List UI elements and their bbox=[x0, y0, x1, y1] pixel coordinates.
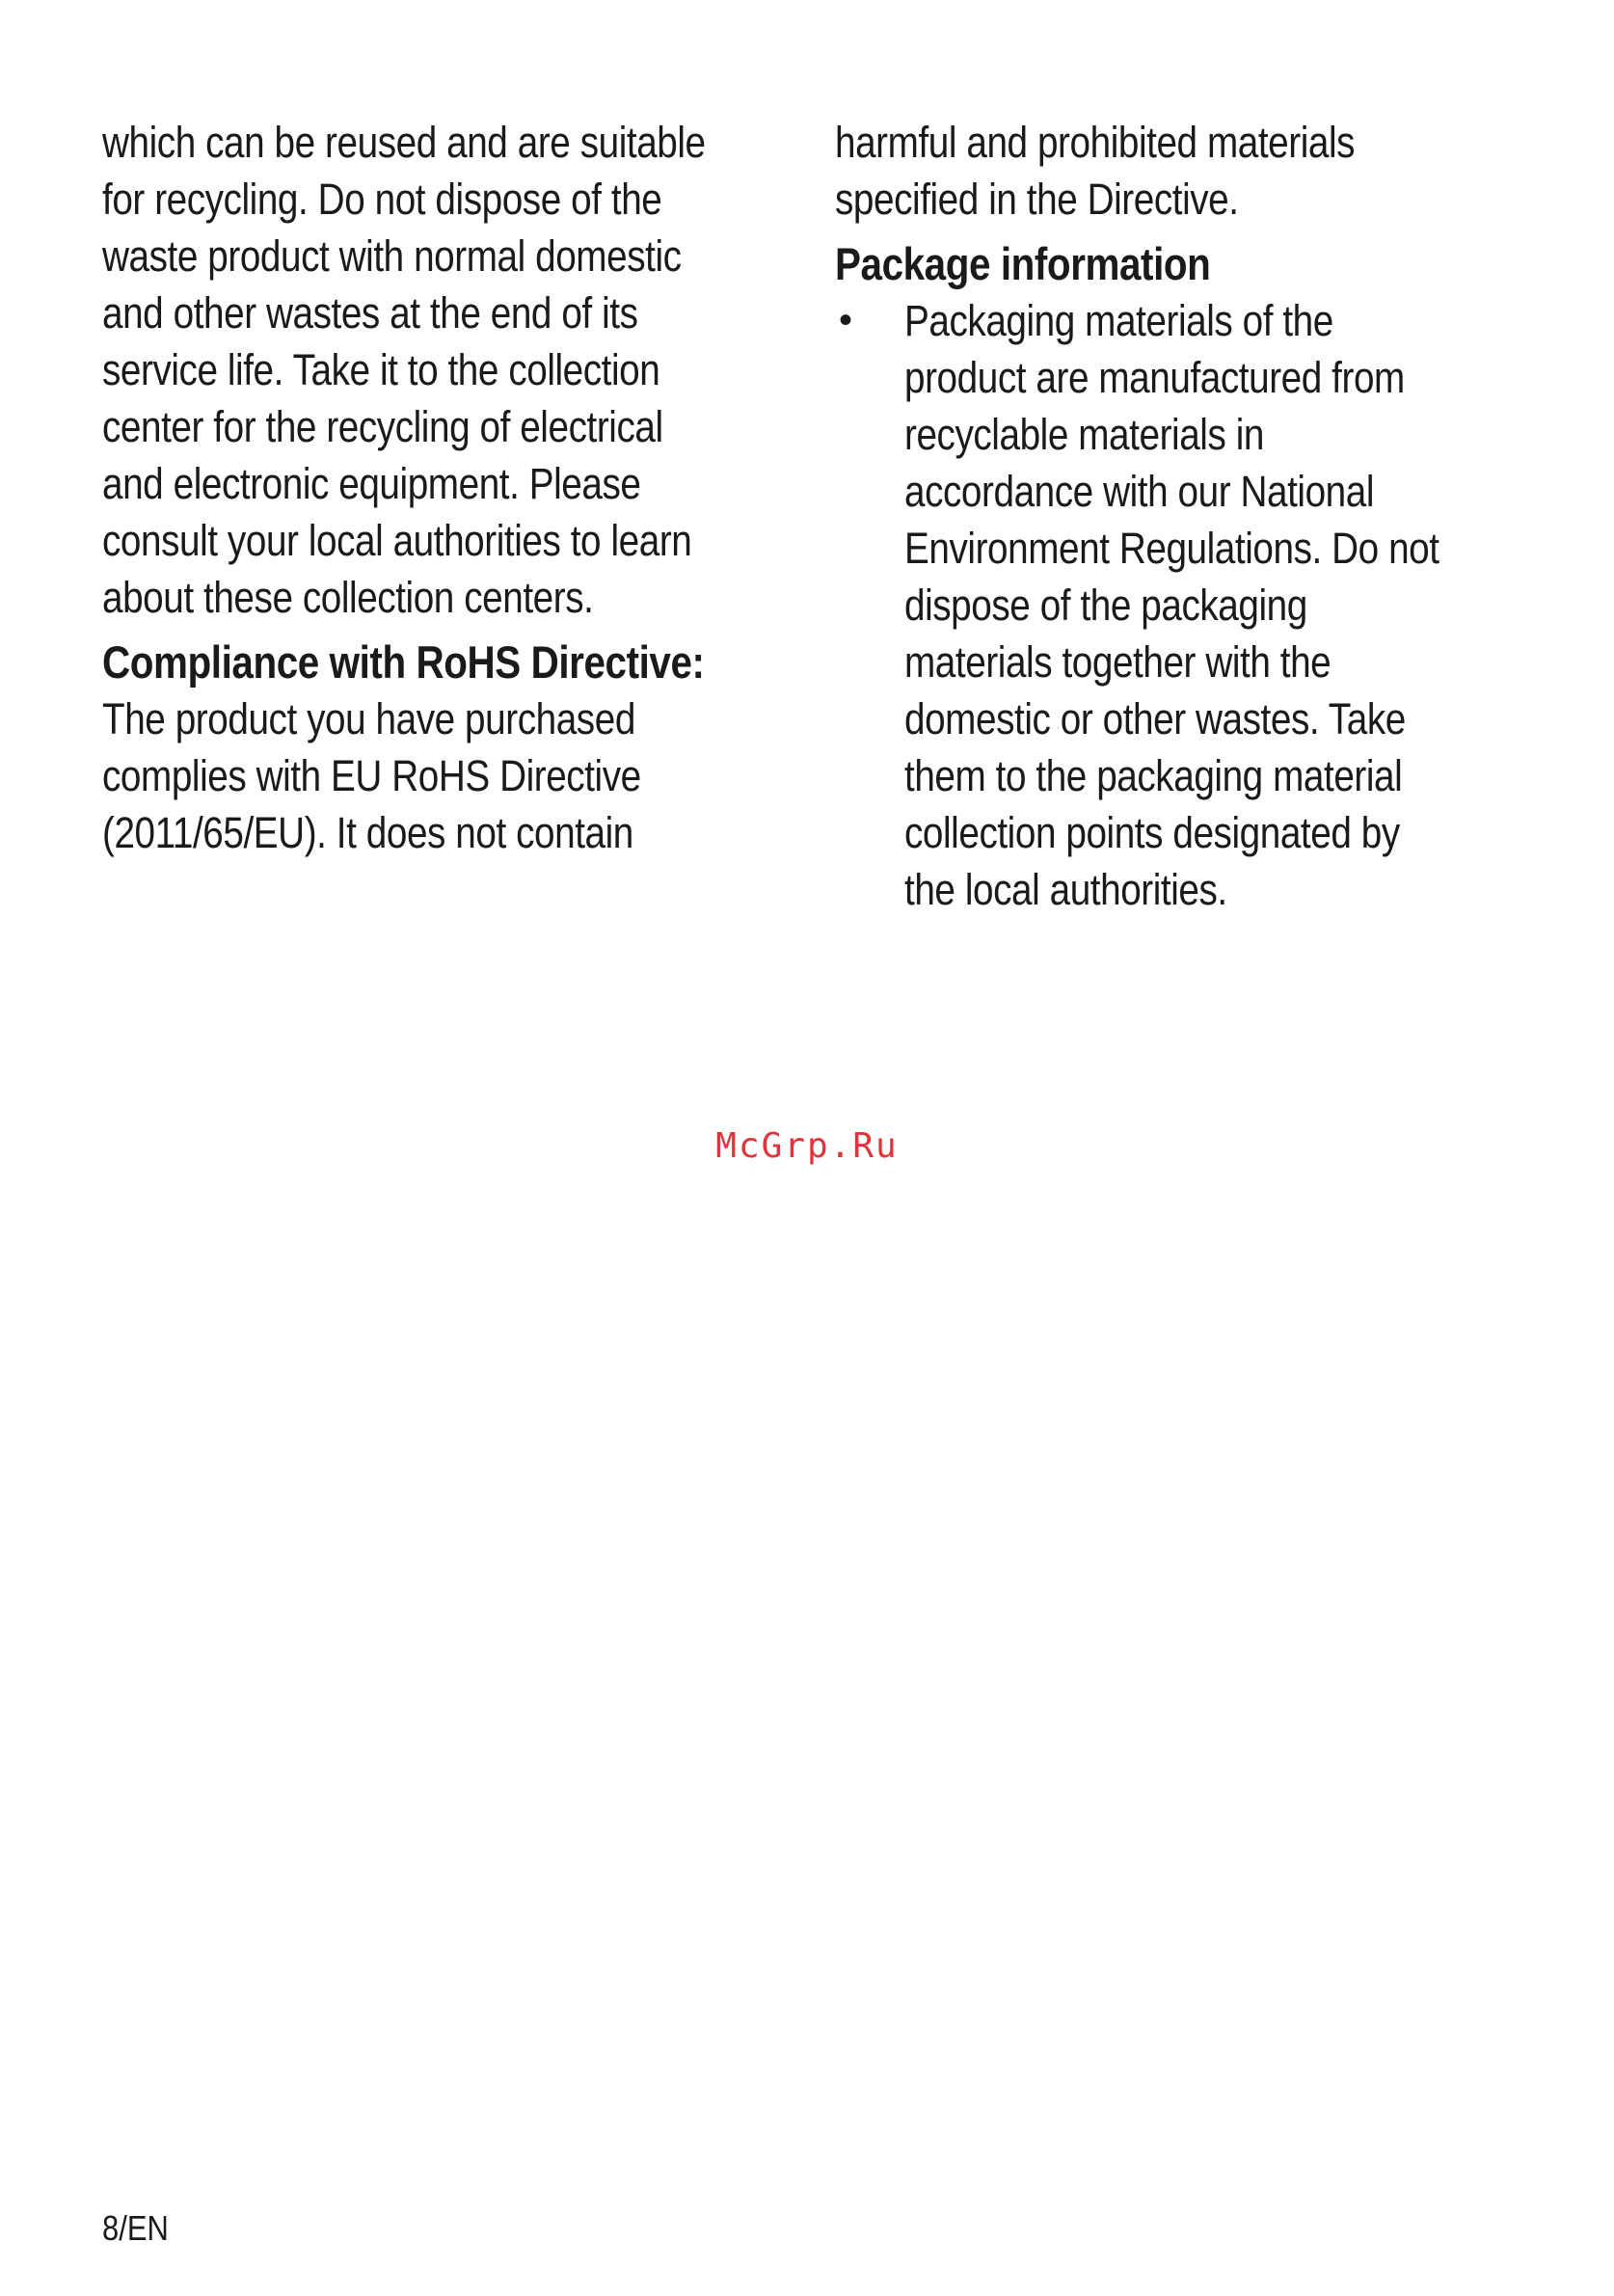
bullet-line: recyclable materials in bbox=[904, 410, 1264, 459]
package-heading: Package information bbox=[835, 238, 1211, 289]
paragraph-line: center for the recycling of electrical bbox=[102, 402, 663, 451]
rohs-paragraph bbox=[102, 690, 777, 861]
bullet-line: Packaging materials of the bbox=[904, 296, 1333, 345]
left-column bbox=[102, 114, 777, 861]
paragraph-line: which can be reused and are suitable bbox=[102, 118, 706, 167]
rohs-continuation-paragraph bbox=[835, 114, 1510, 228]
bullet-line: dispose of the packaging bbox=[904, 581, 1307, 630]
bullet-line: domestic or other wastes. Take bbox=[904, 694, 1406, 743]
paragraph-line: (2011/65/EU). It does not contain bbox=[102, 808, 633, 857]
page-number: 8/EN bbox=[102, 2208, 169, 2248]
paragraph-line: and other wastes at the end of its bbox=[102, 288, 638, 338]
package-bullet-item bbox=[835, 292, 1510, 918]
rohs-heading: Compliance with RoHS Directive: bbox=[102, 636, 705, 688]
bullet-line: product are manufactured from bbox=[904, 353, 1405, 402]
paragraph-line: The product you have purchased bbox=[102, 694, 635, 743]
paragraph-line: waste product with normal domestic bbox=[102, 231, 682, 281]
paragraph-line: specified in the Directive. bbox=[835, 175, 1239, 224]
paragraph-line: about these collection centers. bbox=[102, 573, 594, 622]
bullet-icon: • bbox=[839, 299, 852, 341]
paragraph-line: consult your local authorities to learn bbox=[102, 516, 692, 565]
paragraph-line: harmful and prohibited materials bbox=[835, 118, 1356, 167]
recycling-paragraph bbox=[102, 114, 777, 626]
bullet-line: collection points designated by bbox=[904, 808, 1400, 857]
right-column bbox=[835, 114, 1510, 918]
paragraph-line: service life. Take it to the collection bbox=[102, 345, 660, 394]
paragraph-line: complies with EU RoHS Directive bbox=[102, 751, 641, 800]
watermark-link[interactable]: McGrp.Ru bbox=[715, 1126, 899, 1166]
bullet-line: Environment Regulations. Do not bbox=[904, 524, 1439, 573]
bullet-line: accordance with our National bbox=[904, 467, 1375, 516]
paragraph-line: and electronic equipment. Please bbox=[102, 459, 641, 508]
bullet-line: them to the packaging material bbox=[904, 751, 1403, 800]
paragraph-line: for recycling. Do not dispose of the bbox=[102, 175, 662, 224]
bullet-line: the local authorities. bbox=[904, 865, 1227, 914]
bullet-line: materials together with the bbox=[904, 637, 1332, 687]
